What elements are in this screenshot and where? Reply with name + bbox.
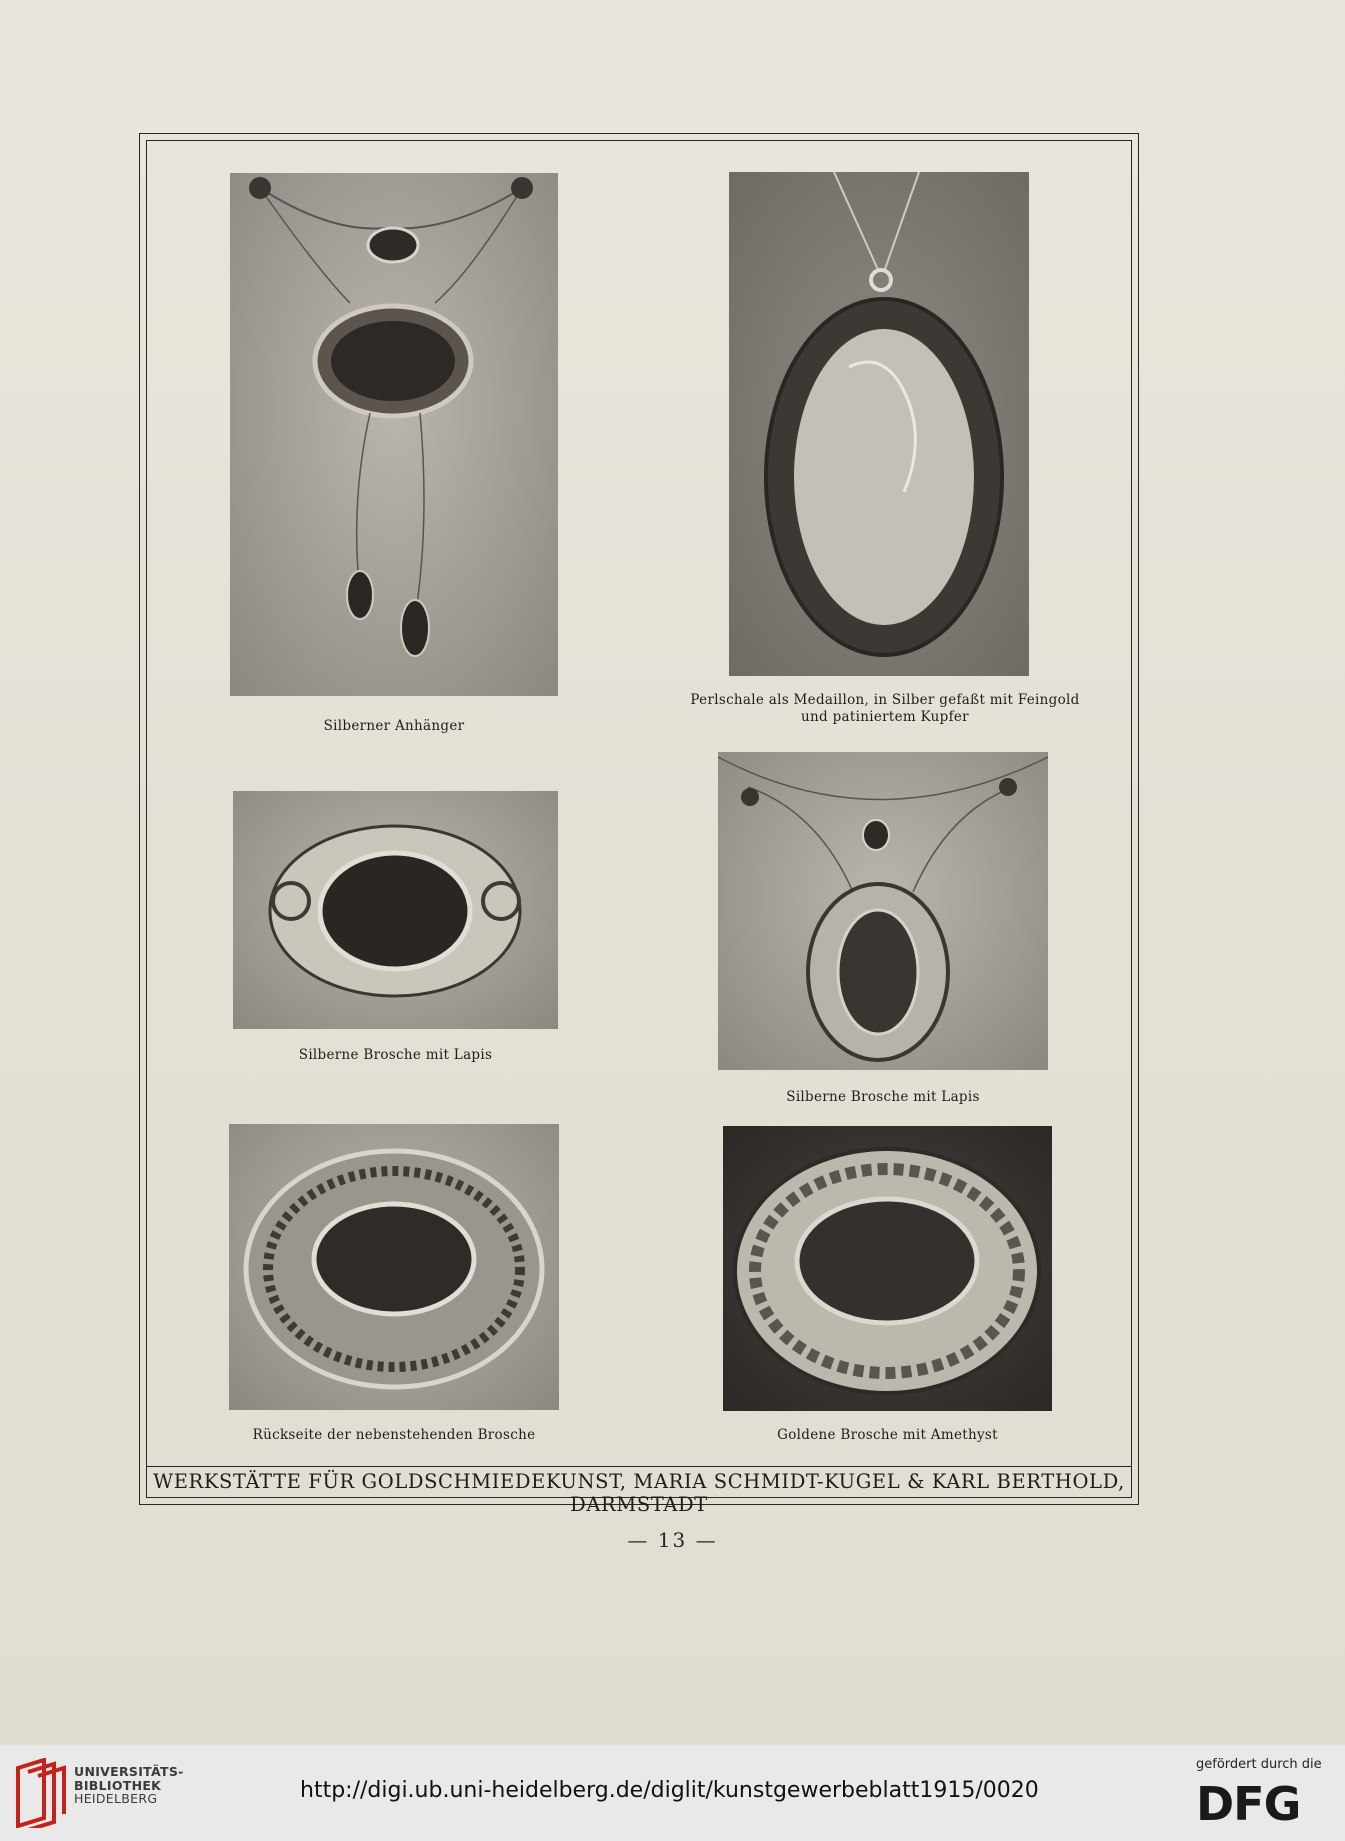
photo-silver-pendant xyxy=(230,173,558,696)
source-url-link[interactable]: http://digi.ub.uni-heidelberg.de/diglit/kunstgewerbeblatt1915/0020 xyxy=(300,1778,1039,1803)
library-line2: BIBLIOTHEK xyxy=(74,1777,162,1793)
footer-rule xyxy=(146,1466,1132,1467)
caption-gold-brooch-amethyst: Goldene Brosche mit Amethyst xyxy=(777,1427,998,1443)
library-line1: UNIVERSITÄTS- xyxy=(74,1764,184,1779)
funding-label: gefördert durch die xyxy=(1196,1757,1322,1772)
photo-pearl-medallion xyxy=(729,172,1029,676)
university-library-logo-icon xyxy=(14,1758,66,1828)
photo-brooch-reverse xyxy=(229,1124,559,1410)
photo-silver-brooch-lapis xyxy=(233,791,558,1029)
university-library-name xyxy=(74,1765,184,1806)
caption-brooch-reverse: Rückseite der nebenstehenden Brosche xyxy=(252,1427,536,1443)
photo-silver-necklace-lapis xyxy=(718,752,1048,1070)
caption-pearl-medallion-line2: und patiniertem Kupfer xyxy=(801,709,969,725)
caption-silver-brooch-lapis-2: Silberne Brosche mit Lapis xyxy=(786,1089,980,1105)
dfg-logo: DFG xyxy=(1196,1777,1301,1831)
caption-pearl-medallion-line1: Perlschale als Medaillon, in Silber gefaßt mit Feingold xyxy=(690,692,1080,708)
caption-pearl-medallion xyxy=(680,692,1090,726)
library-line3: HEIDELBERG xyxy=(74,1791,158,1806)
caption-silver-pendant: Silberner Anhänger xyxy=(323,718,465,734)
caption-silver-brooch-lapis-1: Silberne Brosche mit Lapis xyxy=(298,1047,493,1063)
page-number: — 13 — xyxy=(627,1528,718,1552)
publisher-footer: WERKSTÄTTE FÜR GOLDSCHMIEDEKUNST, MARIA SCHMIDT-KUGEL & KARL BERTHOLD, DARMSTADT xyxy=(153,1470,1125,1516)
photo-gold-brooch-amethyst xyxy=(723,1126,1052,1411)
